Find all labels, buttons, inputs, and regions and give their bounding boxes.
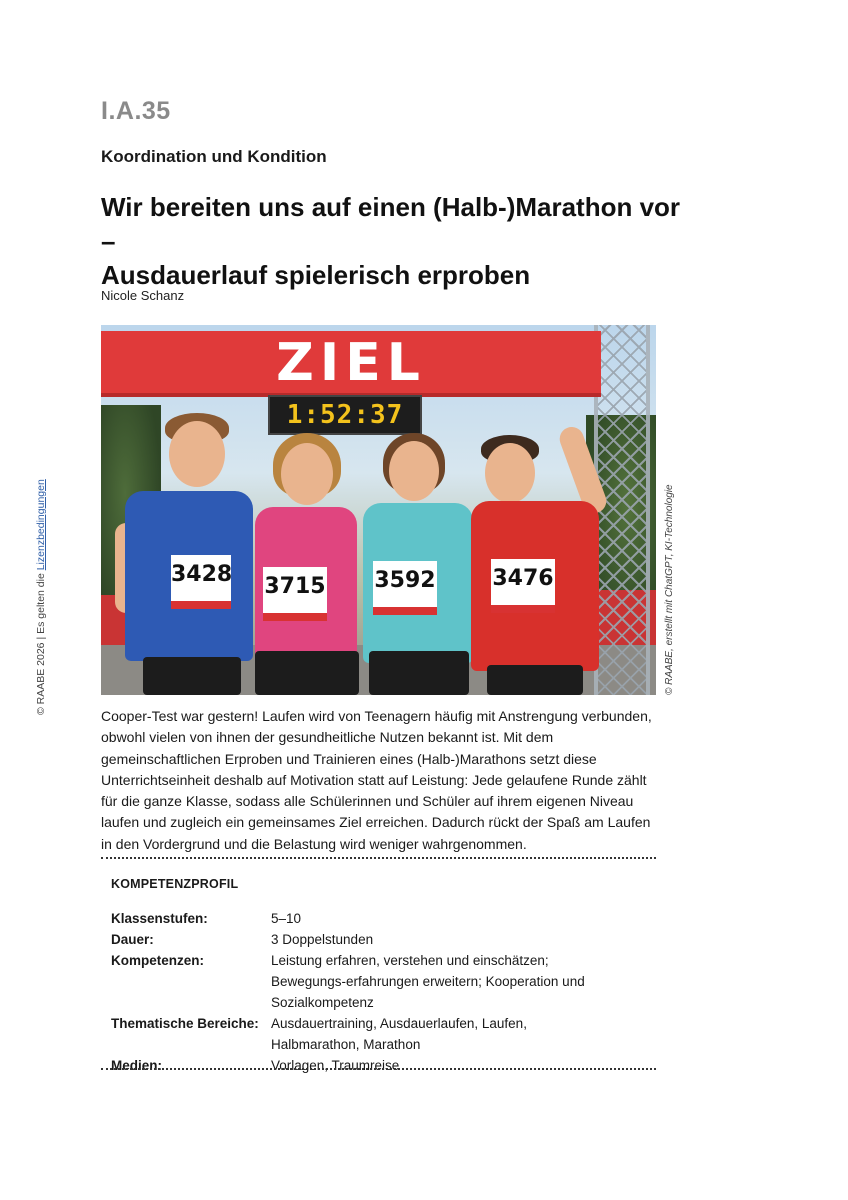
kp-value: Vorlagen, Traumreise [271,1058,400,1073]
kp-label: Klassenstufen: [111,911,208,926]
runner-4-shorts [487,665,583,695]
kp-row-dauer [111,929,656,950]
bib-3-number: 3592 [374,568,436,593]
kp-row-thematische-bereiche [111,1013,656,1055]
kompetenzprofil-table [111,908,656,1076]
kompetenzprofil-heading: KOMPETENZPROFIL [111,877,239,891]
copyright-sidebar [35,479,51,715]
kp-value: 3 Doppelstunden [271,932,374,947]
bib-1 [171,555,231,609]
kp-row-medien [111,1055,656,1076]
bib-2-number: 3715 [264,574,326,599]
kp-value: 5–10 [271,911,302,926]
kp-label: Thematische Bereiche: [111,1016,259,1031]
kp-label: Kompetenzen: [111,953,205,968]
author-name: Nicole Schanz [101,288,185,303]
runner-3-shorts [369,651,469,695]
kp-label: Dauer: [111,932,154,947]
bib-4 [491,559,555,613]
title-line-2: Ausdauerlauf spielerisch erproben [101,260,531,290]
kp-value: Leistung erfahren, verstehen und einschätzen; Bewegungs-erfahrungen erweitern; Kooperation und Sozialkompetenz [271,953,585,1010]
license-link[interactable]: Lizenzbedingungen [35,479,47,571]
runner-1-head [169,421,225,487]
bib-4-number: 3476 [492,566,554,591]
page-title [101,190,701,292]
divider-top [101,857,656,859]
intro-paragraph: Cooper-Test war gestern! Laufen wird von Teenagern häufig mit Anstrengung verbunden, obwohl vielen von ihnen der gesundheitliche Nutzen bekannt ist. Mit dem gemeinschaftlichen Erproben und Trainieren eines (Halb-)Marathons setzt diese Unterrichtseinheit deshalb auf Motivation statt auf Leistung: Jede gelaufene Runde zählt für die ganze Klasse, sodass alle Schülerinnen und Schüler auf ihrem eigenen Niveau laufen und zugleich ein gemeinsames Ziel erreichen. Dadurch rückt der Spaß am Laufen in den Vordergrund und die Belastung wird weniger wahrgenommen. [101,708,652,852]
hero-photo [101,325,656,695]
bib-3 [373,561,437,615]
runner-4 [471,425,631,695]
bib-1-number: 3428 [171,562,233,587]
kp-row-klassenstufen [111,908,656,929]
kp-label: Medien: [111,1058,163,1073]
runner-3-head [389,441,439,501]
copyright-text: © RAABE 2026 | Es gelten die [35,570,47,715]
runner-1-shorts [143,657,241,695]
runner-2-shorts [255,651,359,695]
title-line-1: Wir bereiten uns auf einen (Halb-)Marathon vor – [101,192,681,256]
banner-text: ZIEL [276,333,426,393]
race-clock [268,395,422,435]
unit-code: I.A.35 [101,97,171,125]
runner-3 [363,433,481,695]
runner-2-head [281,443,333,505]
runner-4-head [485,443,535,503]
kp-row-kompetenzen [111,950,656,1013]
divider-bottom [101,1068,656,1070]
finish-banner [101,331,601,397]
runner-1 [113,413,253,695]
kp-value: Ausdauertraining, Ausdauerlaufen, Laufen, Halbmarathon, Marathon [271,1016,527,1052]
bib-2 [263,567,327,621]
subject-heading: Koordination und Kondition [101,147,327,166]
clock-digits: 1:52:37 [286,400,404,430]
photo-credit: © RAABE, erstellt mit ChatGPT, KI-Technologie [664,484,675,695]
runner-2 [249,433,369,695]
